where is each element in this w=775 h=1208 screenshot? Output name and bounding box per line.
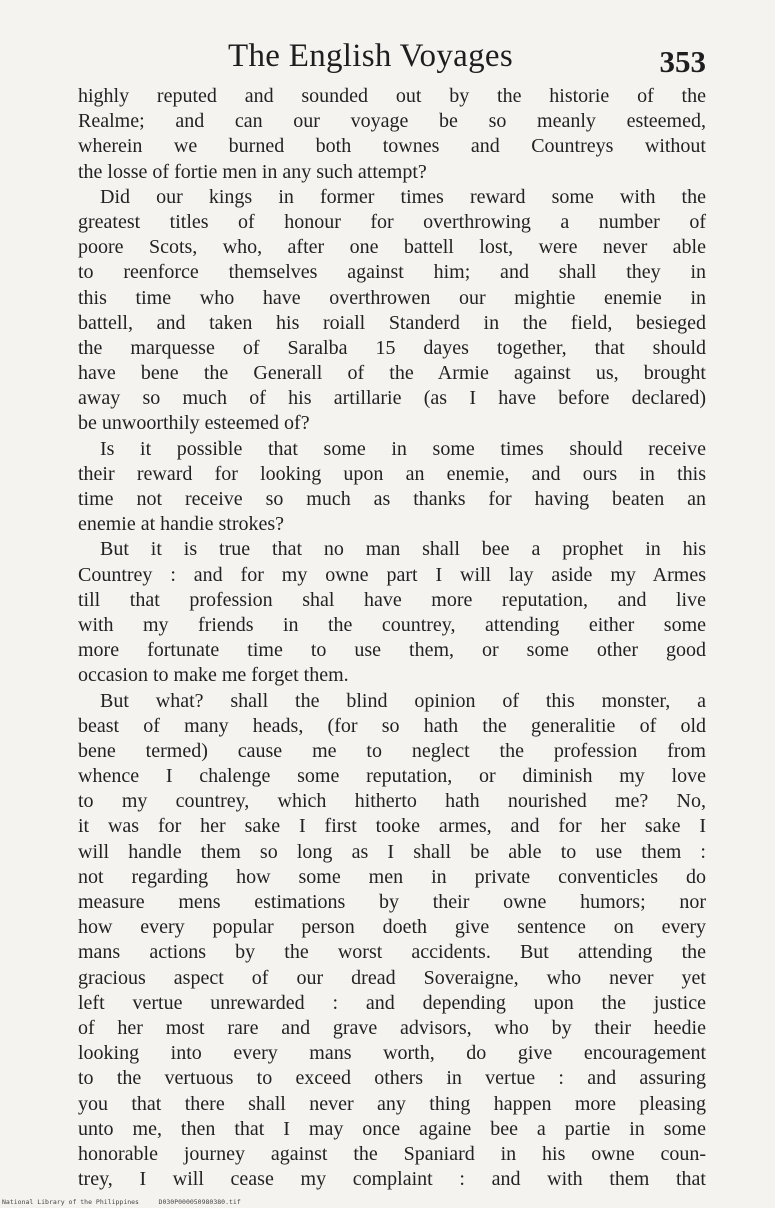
text-line: this time who have overthrowen our mightie enemie in: [78, 286, 706, 309]
text-line: honorable journey against the Spaniard in his owne coun-: [78, 1142, 706, 1165]
text-line: to my countrey, which hitherto hath nourished me? No,: [78, 790, 706, 813]
scan-footer: [2, 1198, 241, 1206]
text-line: have bene the Generall of the Armie against us, brought: [78, 362, 706, 385]
text-line: bene termed) cause me to neglect the profession from: [78, 739, 706, 762]
text-line: you that there shall never any thing happen more pleasing: [78, 1092, 706, 1115]
text-line: highly reputed and sounded out by the historie of the: [78, 85, 706, 107]
text-line: their reward for looking upon an enemie, and ours in this: [78, 462, 706, 485]
text-line: of her most rare and grave advisors, who by their heedie: [78, 1016, 706, 1039]
text-line: how every popular person doeth give sentence on every: [78, 916, 706, 939]
text-line: measure mens estimations by their owne humors; nor: [78, 891, 706, 913]
text-line: unto me, then that I may once againe bee a partie in some: [78, 1117, 706, 1140]
text-line: looking into every mans worth, do give encouragement: [78, 1042, 706, 1065]
text-line: mans actions by the worst accidents. But attending the: [78, 941, 706, 964]
text-line: not regarding how some men in private conventicles do: [78, 865, 706, 888]
text-line: be unwoorthily esteemed of?: [78, 412, 310, 435]
text-line: to the vertuous to exceed others in vertue : and assuring: [78, 1067, 706, 1090]
text-line: gracious aspect of our dread Soveraigne, who never yet: [78, 966, 706, 989]
text-line: time not receive so much as thanks for having beaten an: [78, 488, 706, 510]
text-line: beast of many heads, (for so hath the generalitie of old: [78, 714, 706, 737]
text-line: Is it possible that some in some times should receive: [100, 437, 706, 460]
text-line: But it is true that no man shall bee a prophet in his: [100, 538, 706, 561]
text-line: occasion to make me forget them.: [78, 664, 349, 687]
library-name: National Library of the Philippines: [2, 1198, 139, 1206]
text-line: the marquesse of Saralba 15 dayes together, that should: [78, 336, 706, 359]
text-line: Realme; and can our voyage be so meanly esteemed,: [78, 110, 706, 133]
text-line: left vertue unrewarded : and depending upon the justice: [78, 991, 706, 1014]
text-line: Countrey : and for my owne part I will lay aside my Armes: [78, 563, 706, 586]
text-line: wherein we burned both townes and Countreys without: [78, 135, 706, 158]
text-line: till that profession shal have more reputation, and live: [78, 588, 706, 611]
text-line: poore Scots, who, after one battell lost, were never able: [78, 236, 706, 259]
text-line: Did our kings in former times reward some with the: [100, 185, 706, 208]
text-line: it was for her sake I first tooke armes, and for her sake I: [78, 815, 706, 838]
running-title: The English Voyages: [228, 38, 513, 74]
text-line: battell, and taken his roiall Standerd in the field, besieged: [78, 311, 706, 334]
text-line: with my friends in the countrey, attending either some: [78, 613, 706, 636]
text-line: to reenforce themselves against him; and shall they in: [78, 261, 706, 284]
text-line: the losse of fortie men in any such attempt?: [78, 160, 427, 183]
scan-file-id: D030P000050980380.tif: [158, 1198, 241, 1206]
body-text: [78, 84, 706, 1192]
text-line: trey, I will cease my complaint : and with them that: [78, 1168, 706, 1191]
text-line: away so much of his artillarie (as I have before declared): [78, 387, 706, 410]
text-line: more fortunate time to use them, or some other good: [78, 639, 706, 662]
text-line: whence I chalenge some reputation, or diminish my love: [78, 765, 706, 788]
text-line: will handle them so long as I shall be able to use them :: [78, 840, 706, 863]
text-line: enemie at handie strokes?: [78, 513, 285, 536]
page-number: 353: [659, 44, 706, 79]
page-header: [78, 38, 706, 82]
text-line: But what? shall the blind opinion of this monster, a: [100, 689, 706, 712]
text-line: greatest titles of honour for overthrowing a number of: [78, 210, 706, 233]
